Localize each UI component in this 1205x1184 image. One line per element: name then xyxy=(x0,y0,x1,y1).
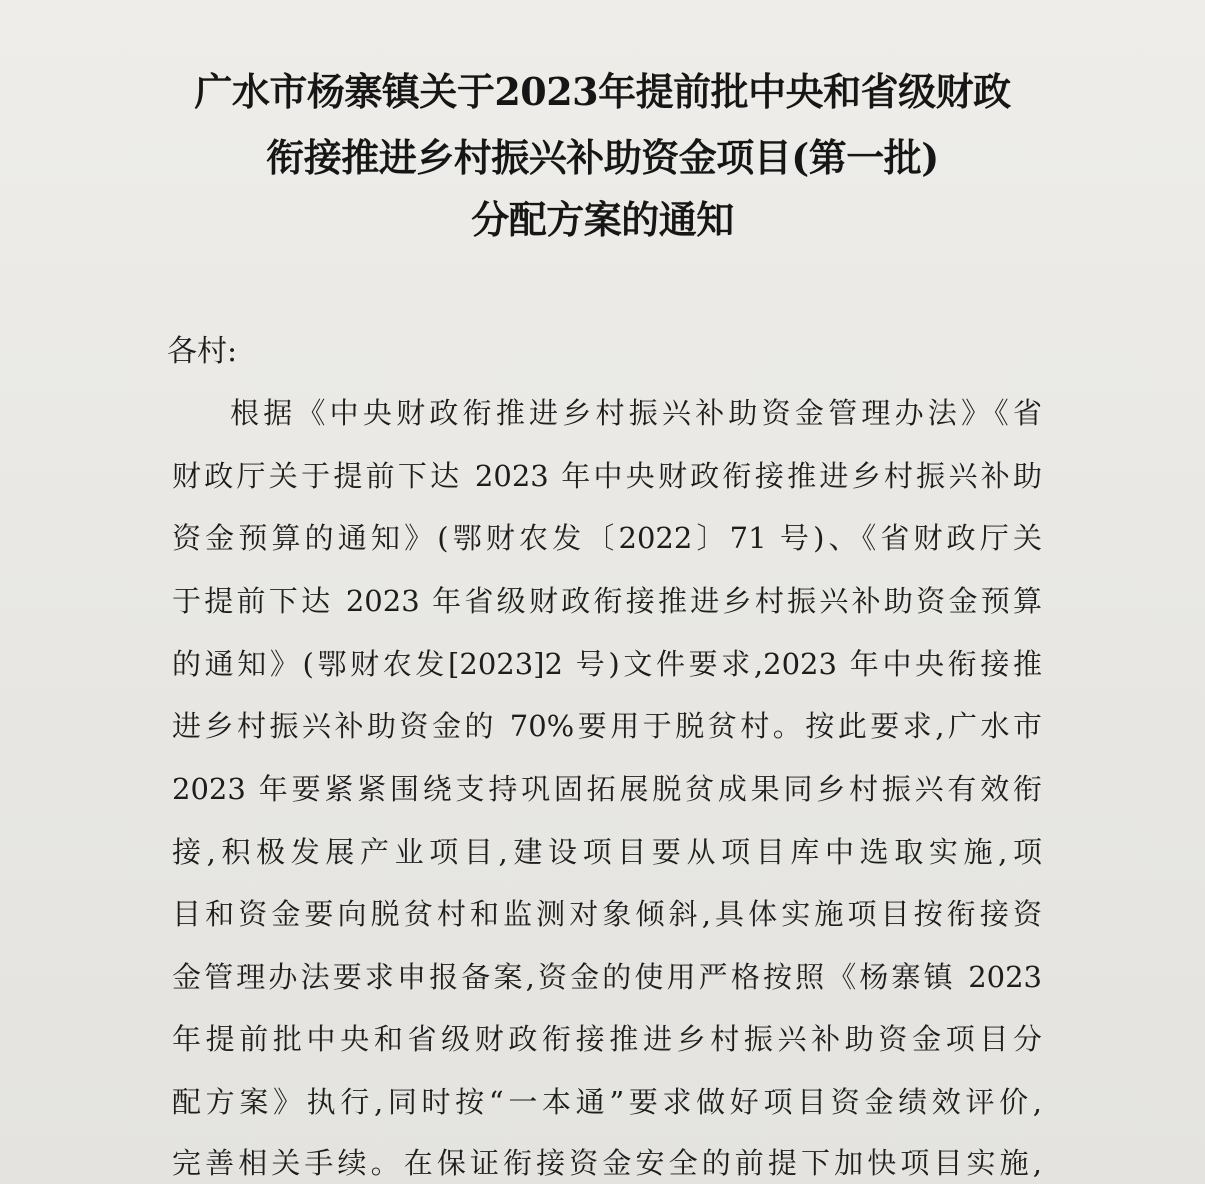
body-line: 的通知》(鄂财农发[2023]2 号)文件要求,2023 年中央衔接推 xyxy=(172,647,1042,681)
body-line: 配方案》执行,同时按“一本通”要求做好项目资金绩效评价, xyxy=(172,1085,1042,1119)
body-line: 接,积极发展产业项目,建设项目要从项目库中选取实施,项 xyxy=(172,835,1042,869)
body-line: 进乡村振兴补助资金的 70%要用于脱贫村。按此要求,广水市 xyxy=(172,709,1042,743)
body-line: 年提前批中央和省级财政衔接推进乡村振兴补助资金项目分 xyxy=(172,1022,1042,1056)
body-line: 财政厅关于提前下达 2023 年中央财政衔接推进乡村振兴补助 xyxy=(172,459,1042,493)
body-line: 于提前下达 2023 年省级财政衔接推进乡村振兴补助资金预算 xyxy=(172,584,1042,618)
document-title-line-3: 分配方案的通知 xyxy=(471,197,734,242)
body-line: 资金预算的通知》(鄂财农发〔2022〕71 号)、《省财政厅关 xyxy=(172,521,1042,555)
body-line: 目和资金要向脱贫村和监测对象倾斜,具体实施项目按衔接资 xyxy=(172,897,1042,931)
document-title-line-1: 广水市杨寨镇关于2023年提前批中央和省级财政 xyxy=(194,69,1011,114)
body-line: 金管理办法要求申报备案,资金的使用严格按照《杨寨镇 2023 xyxy=(172,960,1042,994)
body-line: 根据《中央财政衔推进乡村振兴补助资金管理办法》《省 xyxy=(230,396,1042,430)
salutation: 各村: xyxy=(167,334,238,369)
body-line: 完善相关手续。在保证衔接资金安全的前提下加快项目实施, xyxy=(172,1146,1042,1180)
body-line: 2023 年要紧紧围绕支持巩固拓展脱贫成果同乡村振兴有效衔 xyxy=(172,772,1042,806)
document-title-line-2: 衔接推进乡村振兴补助资金项目(第一批) xyxy=(266,135,939,180)
